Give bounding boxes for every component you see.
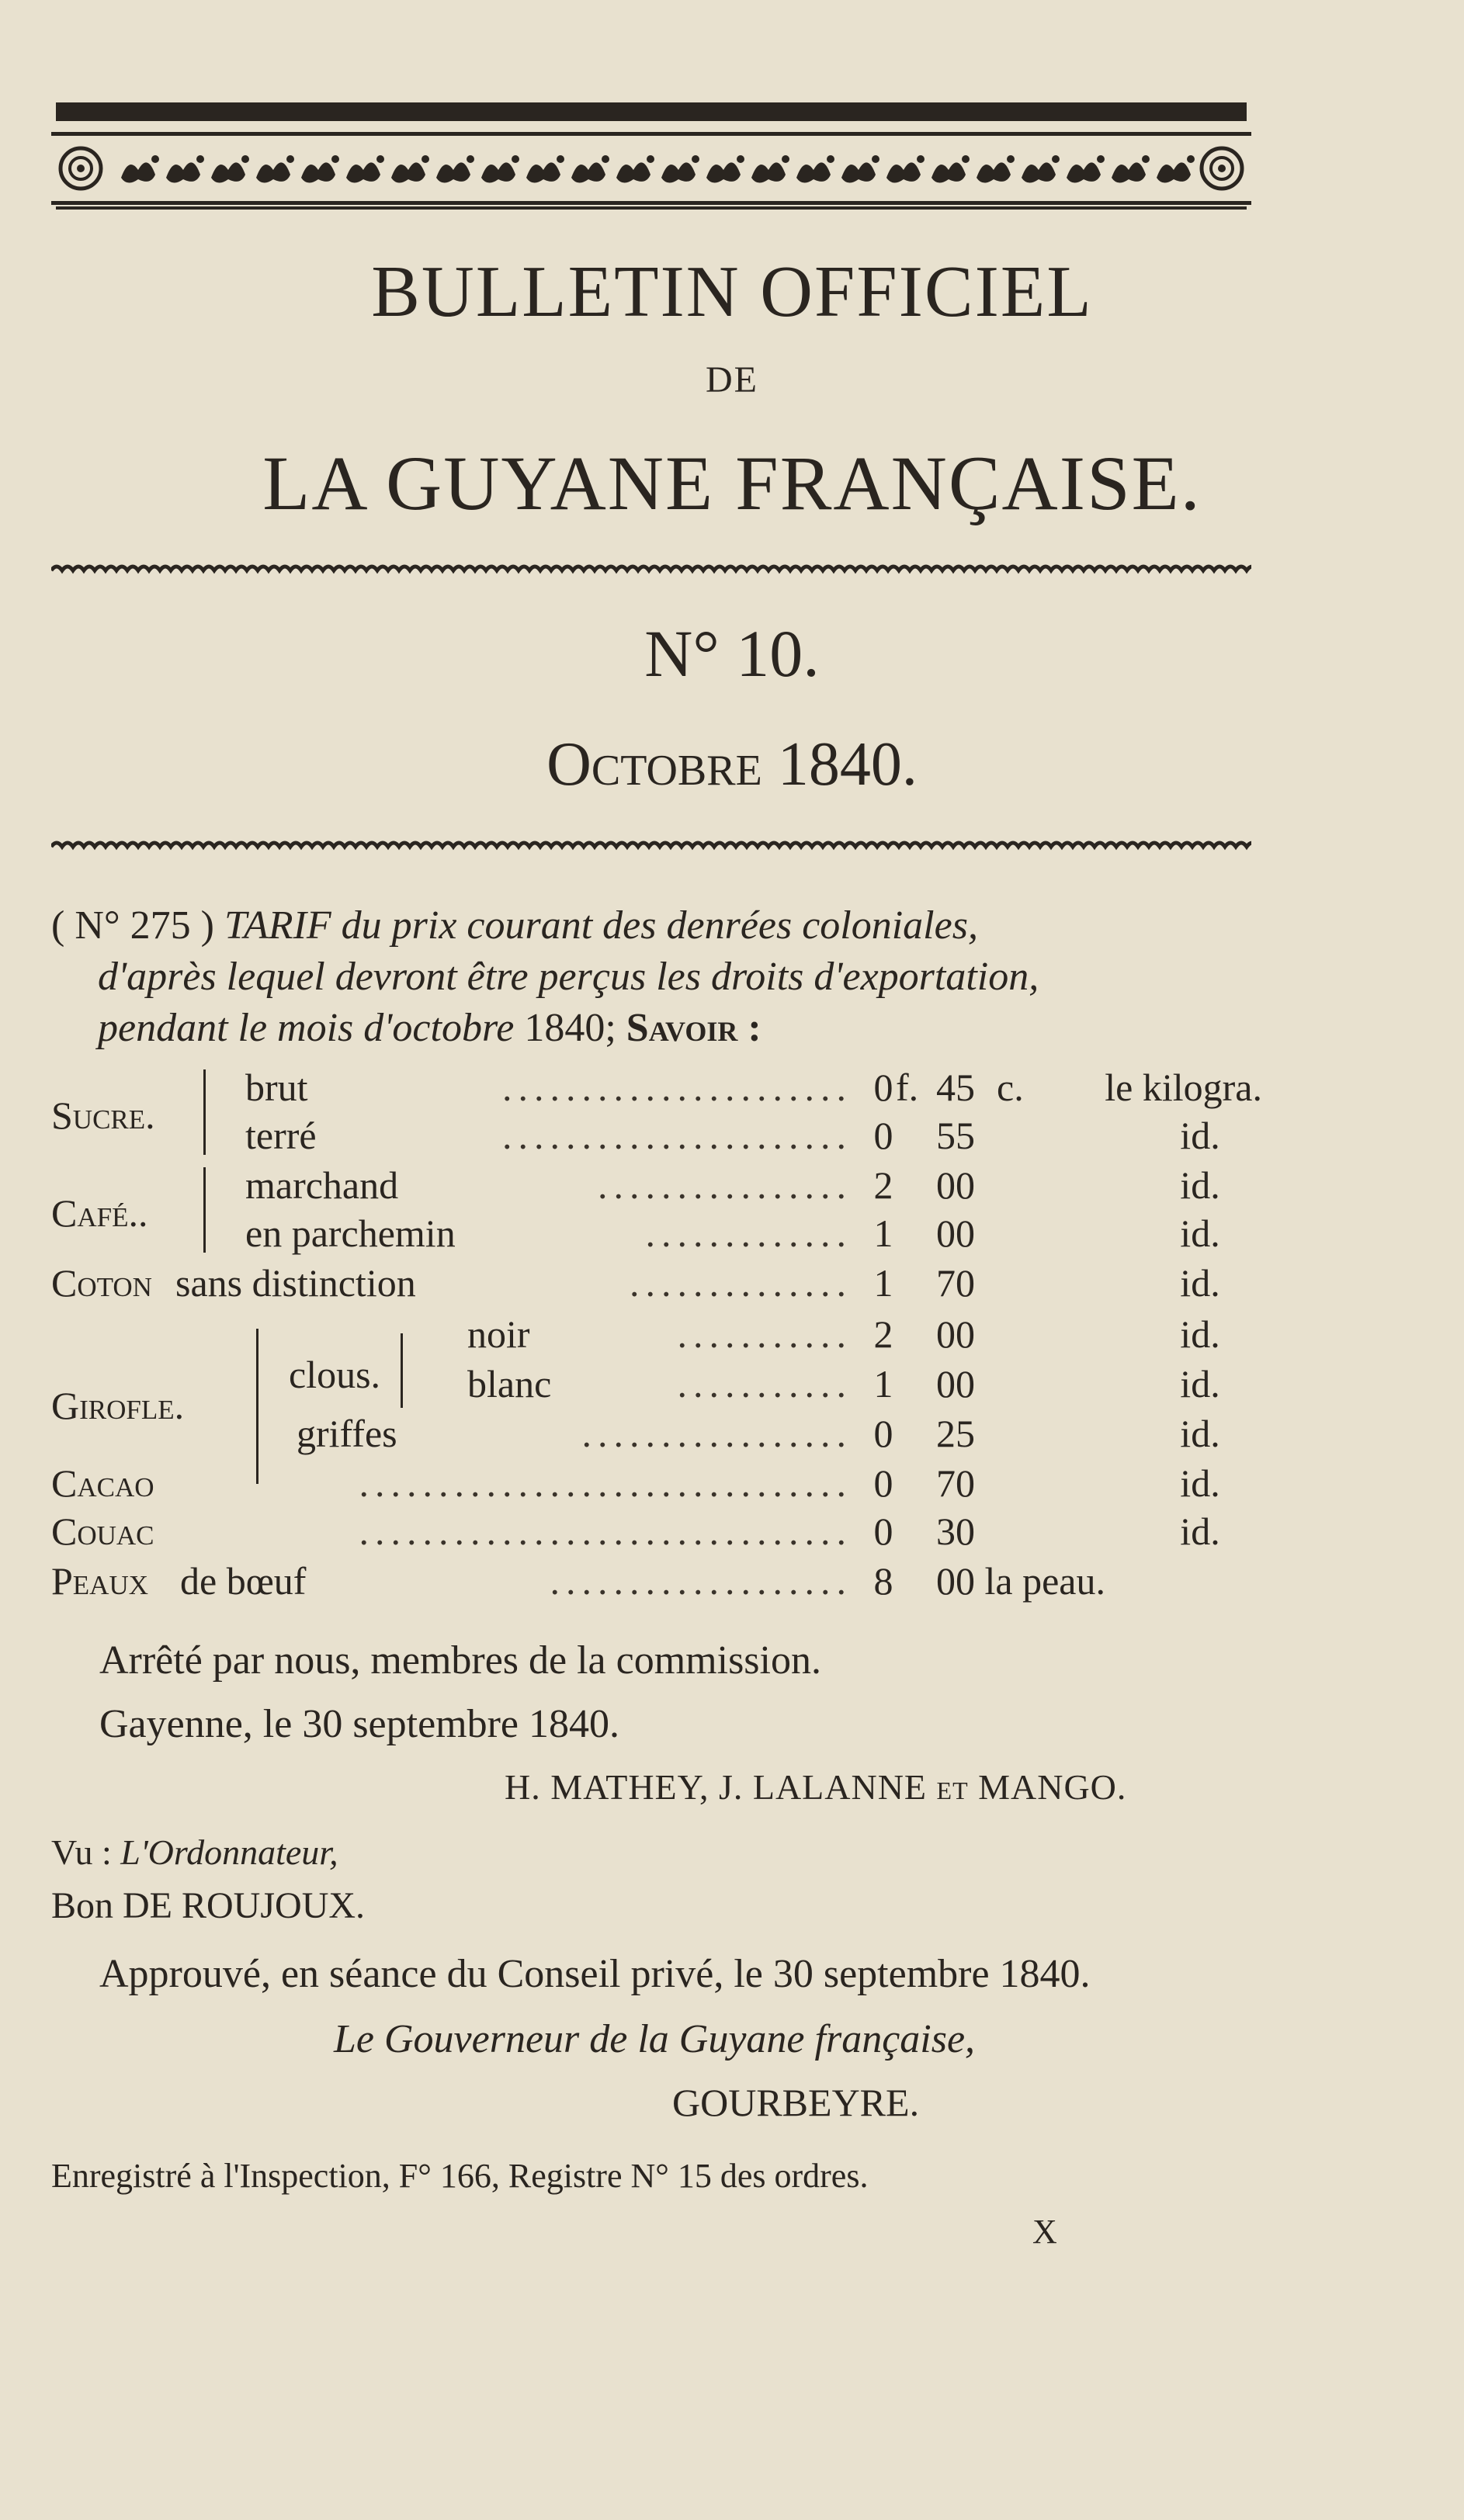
cents-value: 00 xyxy=(936,1312,975,1356)
unit-label: id. xyxy=(1180,1312,1220,1356)
table-row xyxy=(51,1312,1262,1361)
table-row xyxy=(51,1411,1262,1461)
francs-value: 0 xyxy=(873,1510,893,1553)
row-label: terré xyxy=(245,1114,317,1157)
table-row xyxy=(51,1509,1262,1558)
signatories-names: H. MATHEY, J. LALANNE xyxy=(505,1767,928,1807)
gouverneur-title: Le Gouverneur de la Guyane française, xyxy=(334,2017,976,2061)
tarif-intro xyxy=(51,900,1262,1054)
signatory-mango: MANGO. xyxy=(978,1767,1127,1807)
table-row xyxy=(51,1211,1262,1260)
row-label: brut xyxy=(245,1066,308,1109)
vu-label: Vu : xyxy=(51,1832,112,1872)
bulletin-title: BULLETIN OFFICIEL xyxy=(371,251,1093,332)
ornamental-border xyxy=(51,132,1251,205)
unit-label: id. xyxy=(1180,1261,1220,1305)
intro-line1: TARIF du prix courant des denrées coloniales, xyxy=(224,903,978,948)
unit-label: id. xyxy=(1180,1362,1220,1406)
francs-value: 1 xyxy=(873,1261,893,1305)
francs-value: 0 xyxy=(873,1114,893,1157)
table-row xyxy=(51,1260,1262,1310)
signatories-et: et xyxy=(936,1767,969,1807)
cents-value: 25 xyxy=(936,1412,975,1455)
ornament-under-rule xyxy=(56,206,1247,210)
leader-dots: .............. xyxy=(630,1261,852,1305)
row-label: griffes xyxy=(297,1412,397,1455)
francs-value: 1 xyxy=(873,1362,893,1406)
table-row xyxy=(51,1461,1262,1510)
intro-savoir: Savoir : xyxy=(626,1006,761,1050)
cents-unit: c. xyxy=(997,1066,1024,1109)
francs-value: 2 xyxy=(873,1312,893,1356)
category-coton: Coton xyxy=(51,1261,152,1305)
category-peaux: Peaux xyxy=(51,1559,149,1603)
leader-dots: ................. xyxy=(581,1412,852,1455)
ornament-pattern xyxy=(51,136,1251,201)
row-label: sans distinction xyxy=(175,1261,416,1305)
row-label: en parchemin xyxy=(245,1211,456,1255)
table-row xyxy=(51,1361,1262,1411)
cents-value: 30 xyxy=(936,1510,975,1553)
decree-ref: ( N° 275 ) xyxy=(51,903,214,948)
category-couac: Couac xyxy=(51,1510,154,1553)
table-row xyxy=(51,1113,1262,1163)
ordonnateur: L'Ordonnateur, xyxy=(120,1832,338,1872)
unit-label: id. xyxy=(1180,1211,1220,1255)
leader-dots: ........... xyxy=(677,1362,852,1406)
bulletin-number: N° 10. xyxy=(644,616,820,691)
francs-value: 2 xyxy=(873,1163,893,1207)
page-mark: X xyxy=(1032,2213,1057,2251)
row-label: blanc xyxy=(467,1362,552,1406)
francs-unit: f. xyxy=(896,1066,919,1109)
cents-value: 55 xyxy=(936,1114,975,1157)
leader-dots: ........... xyxy=(677,1312,852,1356)
cents-value: 00 xyxy=(936,1163,975,1207)
leader-dots: ............................... xyxy=(359,1461,852,1505)
unit-label: id. xyxy=(1180,1461,1220,1505)
unit-label: id. xyxy=(1180,1510,1220,1553)
leader-dots: ...................... xyxy=(502,1066,852,1109)
bulletin-title-colony: LA GUYANE FRANÇAISE. xyxy=(262,440,1202,526)
unit-label: id. xyxy=(1180,1163,1220,1207)
bulletin-date: Octobre 1840. xyxy=(546,730,918,799)
place-date: Gayenne, le 30 septembre 1840. xyxy=(99,1702,620,1746)
commission-signatories xyxy=(505,1766,1126,1808)
cents-value: 00 xyxy=(936,1362,975,1406)
leader-dots: ...................... xyxy=(502,1114,852,1157)
category-girofle: Girofle. xyxy=(51,1384,185,1427)
vu-line xyxy=(51,1832,338,1873)
category-cafe: Café.. xyxy=(51,1191,148,1235)
francs-value: 1 xyxy=(873,1211,893,1255)
category-sucre: Sucre. xyxy=(51,1094,155,1137)
leader-dots: ............. xyxy=(645,1211,852,1255)
row-label: marchand xyxy=(245,1163,399,1207)
francs-value: 0 xyxy=(873,1461,893,1505)
wavy-rule-2 xyxy=(51,837,1251,857)
francs-value: 0 xyxy=(873,1412,893,1455)
approuve-line: Approuvé, en séance du Conseil privé, le 30 septembre 1840. xyxy=(99,1952,1091,1996)
wavy-rule-1 xyxy=(51,560,1251,581)
cents-value: 70 xyxy=(936,1261,975,1305)
cents-value: 00 la peau. xyxy=(936,1559,1105,1603)
row-label: noir xyxy=(467,1312,530,1356)
leader-dots: ................... xyxy=(550,1559,852,1603)
category-cacao: Cacao xyxy=(51,1461,154,1505)
category-clous: clous. xyxy=(289,1353,381,1396)
leader-dots: ............................... xyxy=(359,1510,852,1553)
intro-line2: d'après lequel devront être perçus les droits d'exportation, xyxy=(98,955,1039,999)
cents-value: 45 xyxy=(936,1066,975,1109)
table-row xyxy=(51,1558,1262,1608)
unit-label: id. xyxy=(1180,1412,1220,1455)
cents-value: 00 xyxy=(936,1211,975,1255)
table-row xyxy=(51,1163,1262,1212)
cents-value: 70 xyxy=(936,1461,975,1505)
table-row xyxy=(51,1065,1262,1114)
leader-dots: ................ xyxy=(598,1163,852,1207)
gourbeyre-signature: GOURBEYRE. xyxy=(672,2081,920,2124)
intro-line3: pendant le mois d'octobre xyxy=(98,1006,515,1050)
unit-label: le kilogra. xyxy=(1105,1066,1262,1109)
row-label: de bœuf xyxy=(180,1559,307,1603)
unit-label: id. xyxy=(1180,1114,1220,1157)
arrete-line: Arrêté par nous, membres de la commission. xyxy=(99,1638,821,1683)
bulletin-title-de: DE xyxy=(706,359,758,400)
baron-roujoux: Bon DE ROUJOUX. xyxy=(51,1885,366,1926)
registration-note: Enregistré à l'Inspection, F° 166, Registre N° 15 des ordres. xyxy=(51,2157,869,2195)
francs-value: 8 xyxy=(873,1559,893,1603)
francs-value: 0 xyxy=(873,1066,893,1109)
top-thick-rule xyxy=(56,102,1247,121)
intro-year: 1840; xyxy=(524,1006,616,1050)
